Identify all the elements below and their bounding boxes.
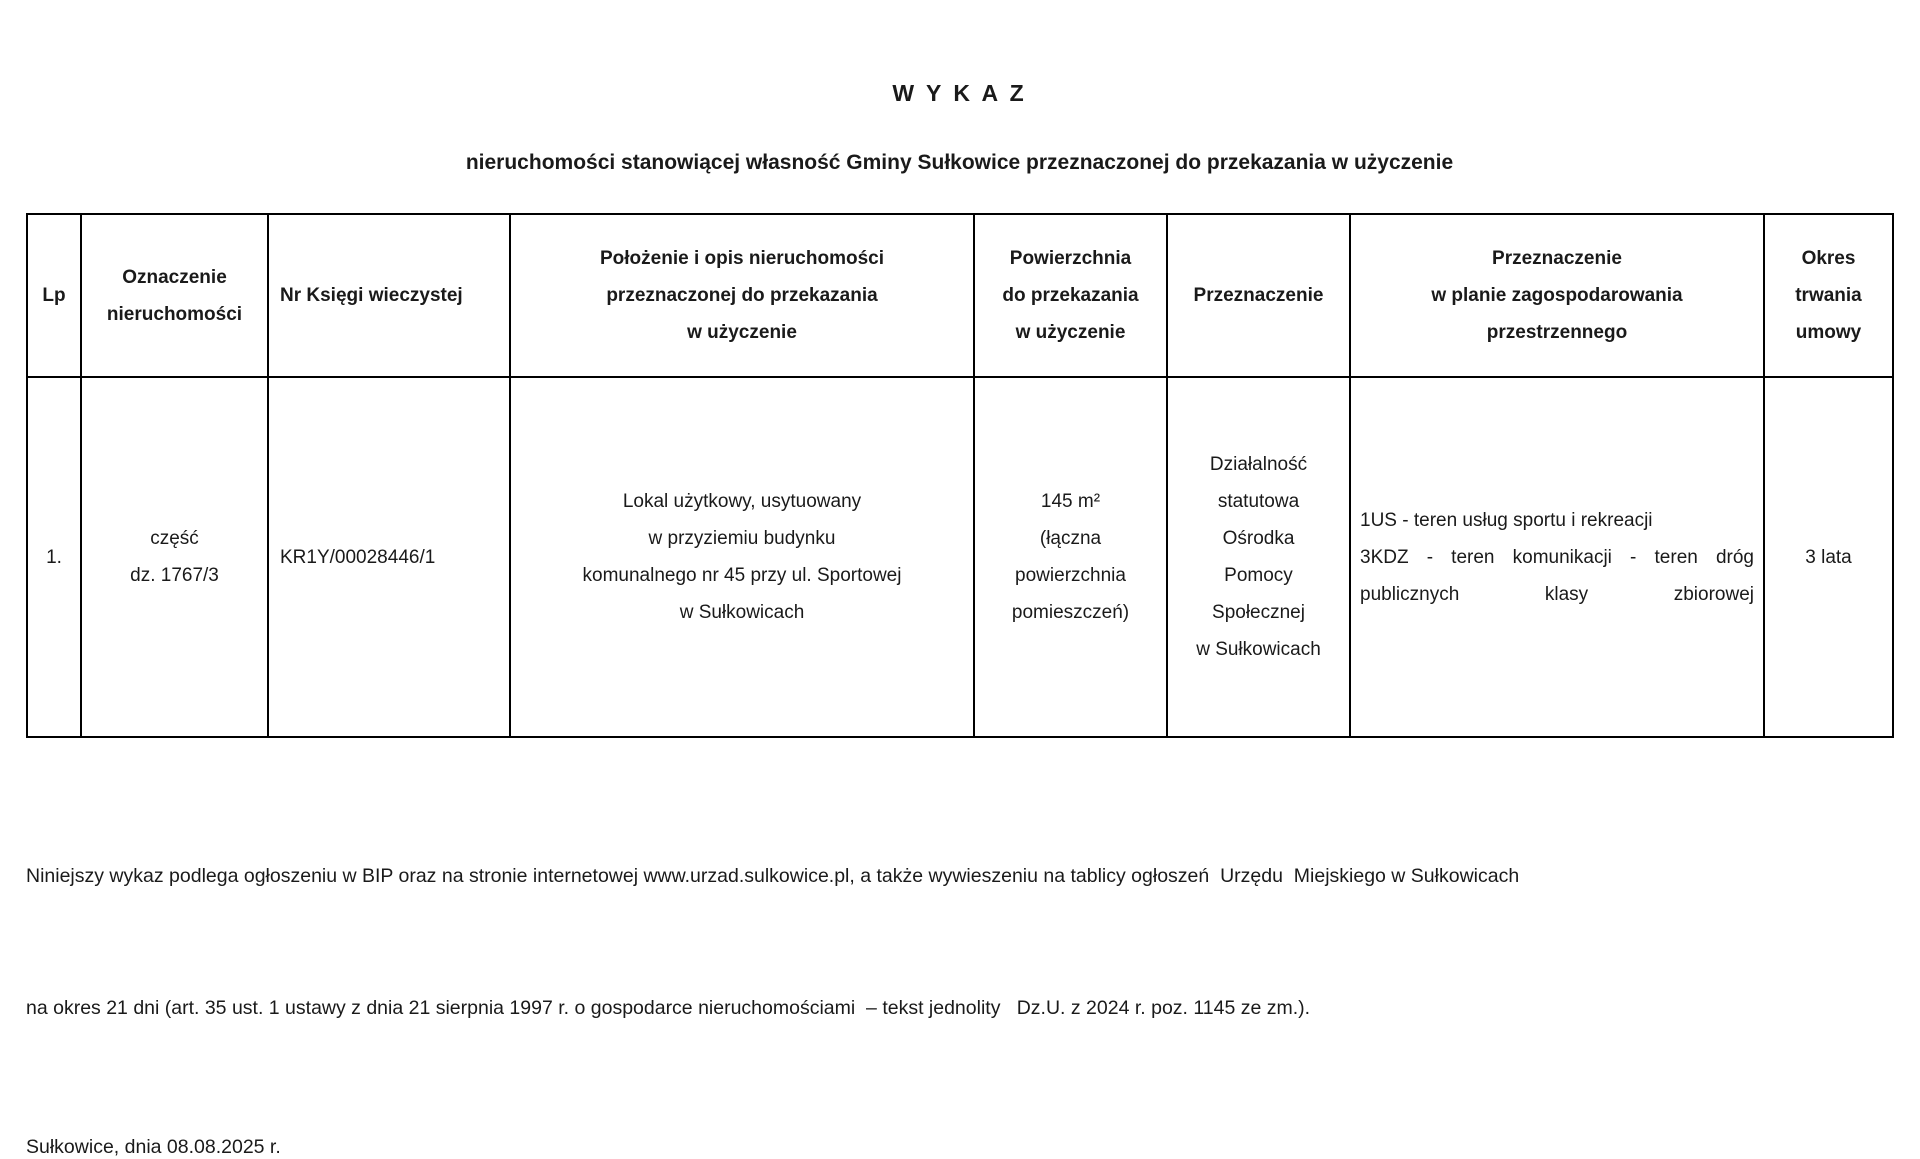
document-subtitle: nieruchomości stanowiącej własność Gminy Sułkowice przeznaczonej do przekazania w użyczenie: [465, 151, 1454, 174]
header-nr-ksiegi-wieczystej: [268, 214, 510, 377]
header-przeznaczenie: [1167, 214, 1350, 377]
header-line: przeznaczonej do przekazania: [606, 285, 878, 306]
header-line: Okres: [1801, 248, 1856, 269]
header-line: w użyczenie: [1015, 322, 1126, 343]
cell-line: 3KDZ - teren komunikacji - teren dróg publicznych klasy zbiorowej: [1360, 546, 1754, 605]
cell-powierzchnia: [974, 377, 1167, 737]
header-line: w planie zagospodarowania: [1431, 285, 1683, 306]
cell-line: Działalność: [1209, 454, 1308, 475]
footer-date: Sułkowice, dnia 08.08.2025 r.: [26, 1136, 281, 1158]
header-lp: [27, 214, 81, 377]
header-line: trwania: [1795, 285, 1862, 306]
header-line: Położenie i opis nieruchomości: [600, 248, 884, 269]
header-line: do przekazania: [1002, 285, 1139, 306]
cell-line: 1US - teren usług sportu i rekreacji: [1360, 509, 1653, 531]
header-line: Powierzchnia: [1009, 248, 1132, 269]
cell-line: w Sułkowicach: [1196, 639, 1321, 660]
cell-line: (łączna: [1039, 528, 1102, 549]
cell-przeznaczenie-w-planie: [1350, 377, 1764, 737]
property-table: [26, 213, 1894, 738]
cell-line: Ośrodka: [1222, 528, 1295, 549]
cell-line: Pomocy: [1224, 565, 1293, 586]
cell-line: 145 m²: [1040, 491, 1101, 512]
header-przeznaczenie-w-planie: [1350, 214, 1764, 377]
header-line: przestrzennego: [1486, 322, 1628, 343]
cell-line: Lokal użytkowy, usytuowany: [622, 491, 862, 512]
cell-line: statutowa: [1217, 491, 1300, 512]
cell-line: 3 lata: [1805, 546, 1852, 568]
header-okres-trwania-umowy: [1764, 214, 1893, 377]
footer-notice-line: Niniejszy wykaz podlega ogłoszeniu w BIP oraz na stronie internetowej www.urzad.sulkowice.pl, a także wywieszeniu na tablicy ogłoszeń Urzędu Miejskiego w Sułkowicach: [26, 865, 1520, 887]
footer-notice-line: na okres 21 dni (art. 35 ust. 1 ustawy z dnia 21 sierpnia 1997 r. o gospodarce nieruchomościami – tekst jednolity Dz.U. z 2024 r. poz. 1145 ze zm.).: [26, 997, 1311, 1019]
cell-przeznaczenie: [1167, 377, 1350, 737]
footer-notice: [26, 766, 1893, 1118]
cell-oznaczenie-nieruchomosci: [81, 377, 268, 737]
header-line: w użyczenie: [687, 322, 797, 343]
header-line: Oznaczenie: [122, 266, 227, 288]
header-line: nieruchomości: [106, 303, 243, 325]
cell-nr-ksiegi-wieczystej: [268, 377, 510, 737]
cell-line: Społecznej: [1212, 602, 1305, 623]
table-header-row: [27, 214, 1893, 377]
header-powierzchnia: [974, 214, 1167, 377]
cell-line: w przyziemiu budynku: [648, 528, 836, 549]
cell-polozenie-i-opis: [510, 377, 974, 737]
document-title: W Y K A Z: [892, 80, 1027, 106]
cell-line: część: [150, 528, 199, 549]
header-line: umowy: [1795, 322, 1862, 343]
cell-line: powierzchnia: [1015, 565, 1126, 586]
cell-line: 1.: [46, 546, 62, 568]
table-row: [27, 377, 1893, 737]
cell-line: pomieszczeń): [1011, 602, 1130, 623]
cell-line: dz. 1767/3: [130, 565, 219, 586]
header-line: Przeznaczenie: [1492, 248, 1622, 269]
header-line: Przeznaczenie: [1193, 285, 1324, 306]
header-line: Nr Księgi wieczystej: [280, 285, 463, 306]
cell-okres-trwania-umowy: [1764, 377, 1893, 737]
cell-lp: [27, 377, 81, 737]
cell-line: w Sułkowicach: [679, 602, 805, 623]
header-oznaczenie-nieruchomosci: [81, 214, 268, 377]
header-line: Lp: [42, 285, 66, 306]
cell-line: komunalnego nr 45 przy ul. Sportowej: [582, 565, 902, 586]
cell-line: KR1Y/00028446/1: [280, 546, 436, 568]
header-polozenie-i-opis: [510, 214, 974, 377]
